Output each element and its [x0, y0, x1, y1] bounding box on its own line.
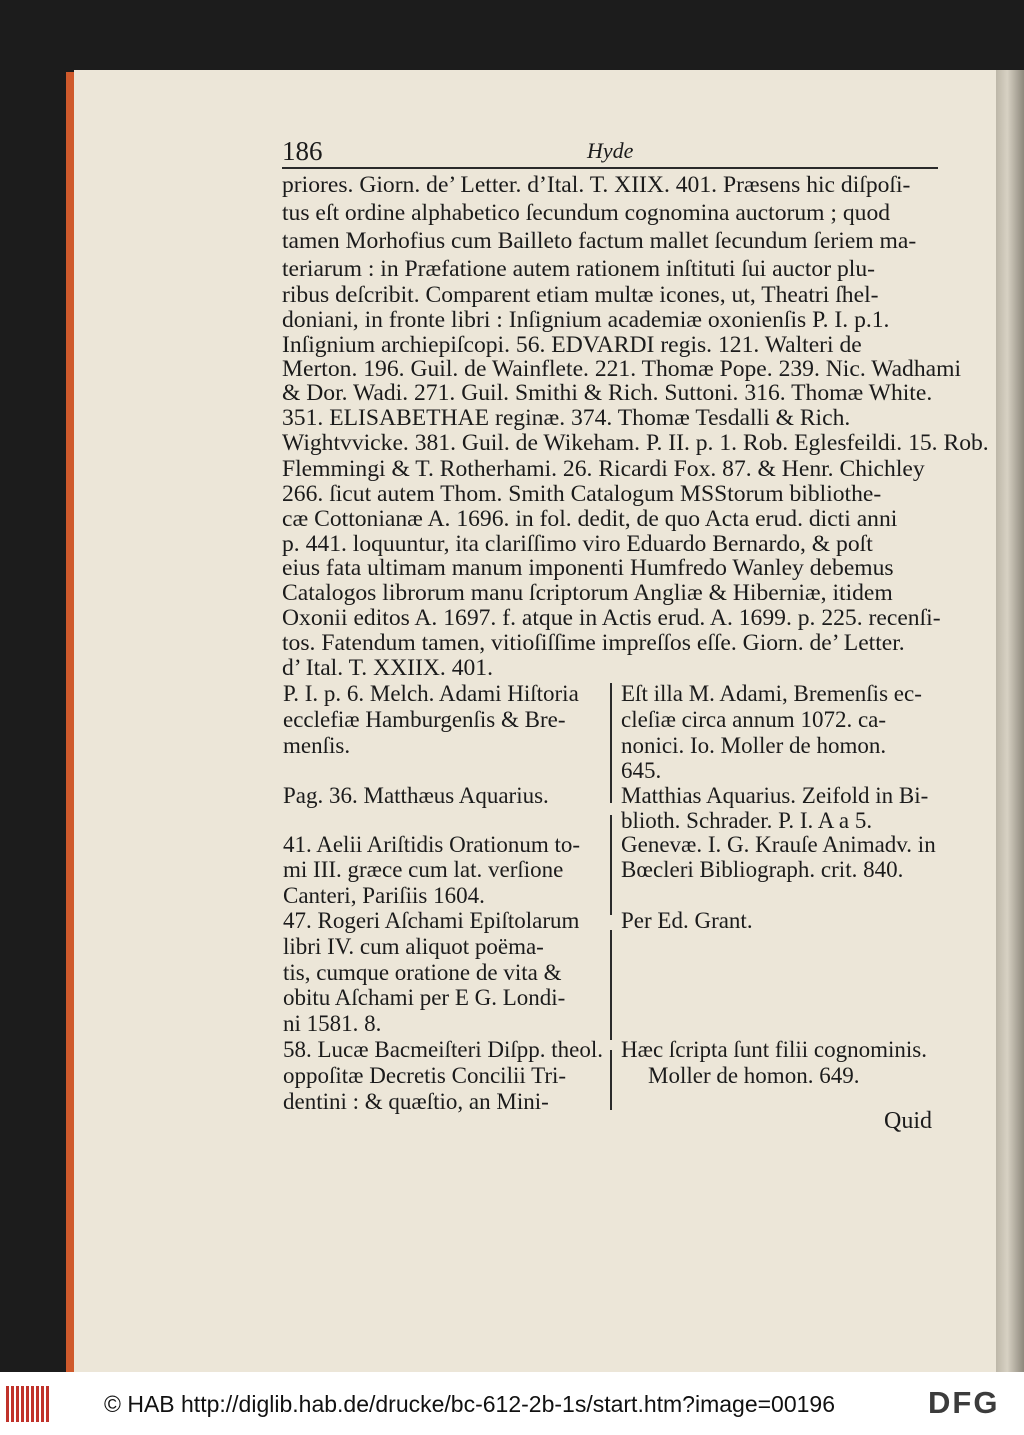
body-line: d’ Ital. T. XXIIX. 401.: [282, 655, 493, 681]
left-column-line: dentini : & quæſtio, an Mini-: [283, 1089, 549, 1114]
left-column-line: Pag. 36. Matthæus Aquarius.: [283, 783, 549, 808]
body-line: Inſignium archiepiſcopi. 56. EDVARDI regis. 121. Walteri de: [282, 332, 862, 358]
right-column-line: blioth. Schrader. P. I. A a 5.: [621, 808, 873, 833]
barcode-icon: [6, 1386, 50, 1422]
left-column-line: ecclefiæ Hamburgenſis & Bre-: [283, 707, 566, 732]
right-column-line: Per Ed. Grant.: [621, 908, 753, 933]
right-column-line: Hæc ſcripta ſunt filii cognominis.: [621, 1037, 927, 1062]
body-line: doniani, in fronte libri : Inſignium academiæ oxonienſis P. I. p.1.: [282, 307, 890, 333]
left-column-line: obitu Aſchami per E G. Londi-: [283, 985, 566, 1010]
left-column-line: tis, cumque oratione de vita &: [283, 960, 562, 985]
header-rule: [282, 167, 938, 169]
right-page-leaves: [996, 70, 1024, 1372]
right-column-line: Eſt illa M. Adami, Bremenſis ec-: [621, 681, 922, 706]
left-column-line: mi III. græce cum lat. verſione: [283, 857, 564, 882]
left-column-line: 58. Lucæ Bacmeiſteri Diſpp. theol.: [283, 1037, 604, 1062]
left-column-line: ni 1581. 8.: [283, 1011, 382, 1036]
body-line: Wightvvicke. 381. Guil. de Wikeham. P. II. p. 1. Rob. Eglesfeildi. 15. Rob.: [282, 430, 989, 456]
body-line: ribus deſcribit. Comparent etiam multæ icones, ut, Theatri ſhel-: [282, 282, 879, 308]
right-column-line: Bœcleri Bibliograph. crit. 840.: [621, 857, 904, 882]
right-column-line: nonici. Io. Moller de homon.: [621, 733, 887, 758]
body-line: p. 441. loquuntur, ita clariſſimo viro Eduardo Bernardo, & poſt: [282, 531, 873, 557]
body-line: Merton. 196. Guil. de Wainflete. 221. Thomæ Pope. 239. Nic. Wadhami: [282, 356, 962, 382]
body-line: tamen Morhofius cum Bailleto factum mallet ſecundum ſeriem ma-: [282, 228, 917, 254]
right-column-line: Genevæ. I. G. Krauſe Animadv. in: [621, 832, 936, 857]
body-line: 266. ſicut autem Thom. Smith Catalogum MSStorum bibliothe-: [282, 481, 882, 507]
body-line: & Dor. Wadi. 271. Guil. Smithi & Rich. Suttoni. 316. Thomæ White.: [282, 380, 933, 406]
body-line: tus eſt ordine alphabetico ſecundum cognomina auctorum ; quod: [282, 200, 891, 226]
left-column-line: menſis.: [283, 733, 351, 758]
body-line: cæ Cottonianæ A. 1696. in fol. dedit, de quo Acta erud. dicti anni: [282, 506, 898, 532]
running-head: Hyde: [587, 138, 634, 163]
left-column-line: 47. Rogeri Aſchami Epiſtolarum: [283, 908, 580, 933]
body-line: 351. ELISABETHAE reginæ. 374. Thomæ Tesdalli & Rich.: [282, 405, 851, 431]
body-line: eius fata ultimam manum imponenti Humfredo Wanley debemus: [282, 555, 894, 581]
body-line: Catalogos librorum manu ſcriptorum Angliæ & Hiberniæ, itidem: [282, 580, 893, 606]
column-divider: [610, 930, 612, 1040]
body-line: Oxonii editos A. 1697. f. atque in Actis erud. A. 1699. p. 225. recenſi-: [282, 605, 941, 631]
body-line: Flemmingi & T. Rotherhami. 26. Ricardi Fox. 87. & Henr. Chichley: [282, 456, 925, 482]
right-column-line: 645.: [621, 758, 662, 783]
right-column-line: Moller de homon. 649.: [648, 1063, 860, 1088]
body-line: teriarum : in Præfatione autem rationem inſtituti ſui auctor plu-: [282, 256, 875, 282]
body-line: priores. Giorn. de’ Letter. d’Ital. T. XIIX. 401. Præsens hic diſpoſi-: [282, 172, 911, 198]
footer-bar: [0, 1372, 1024, 1435]
left-column-line: oppoſitæ Decretis Concilii Tri-: [283, 1063, 567, 1088]
left-column-line: 41. Aelii Ariſtidis Orationum to-: [283, 832, 581, 857]
page-number: 186: [282, 136, 323, 166]
left-column-line: P. I. p. 6. Melch. Adami Hiſtoria: [283, 681, 579, 706]
left-column-line: libri IV. cum aliquot poëma-: [283, 934, 544, 959]
catchword: Quid: [884, 1108, 932, 1134]
body-line: tos. Fatendum tamen, vitioſiſſime impreſſos eſſe. Giorn. de’ Letter.: [282, 630, 905, 656]
column-divider: [610, 815, 612, 915]
column-divider: [610, 1050, 612, 1110]
column-divider: [610, 683, 612, 803]
right-column-line: cleſiæ circa annum 1072. ca-: [621, 707, 887, 732]
source-url[interactable]: © HAB http://diglib.hab.de/drucke/bc-612-2b-1s/start.htm?image=00196: [104, 1391, 836, 1417]
left-column-line: Canteri, Pariſiis 1604.: [283, 883, 485, 908]
dfg-logo: DFG: [928, 1385, 1000, 1420]
right-column-line: Matthias Aquarius. Zeifold in Bi-: [621, 783, 929, 808]
